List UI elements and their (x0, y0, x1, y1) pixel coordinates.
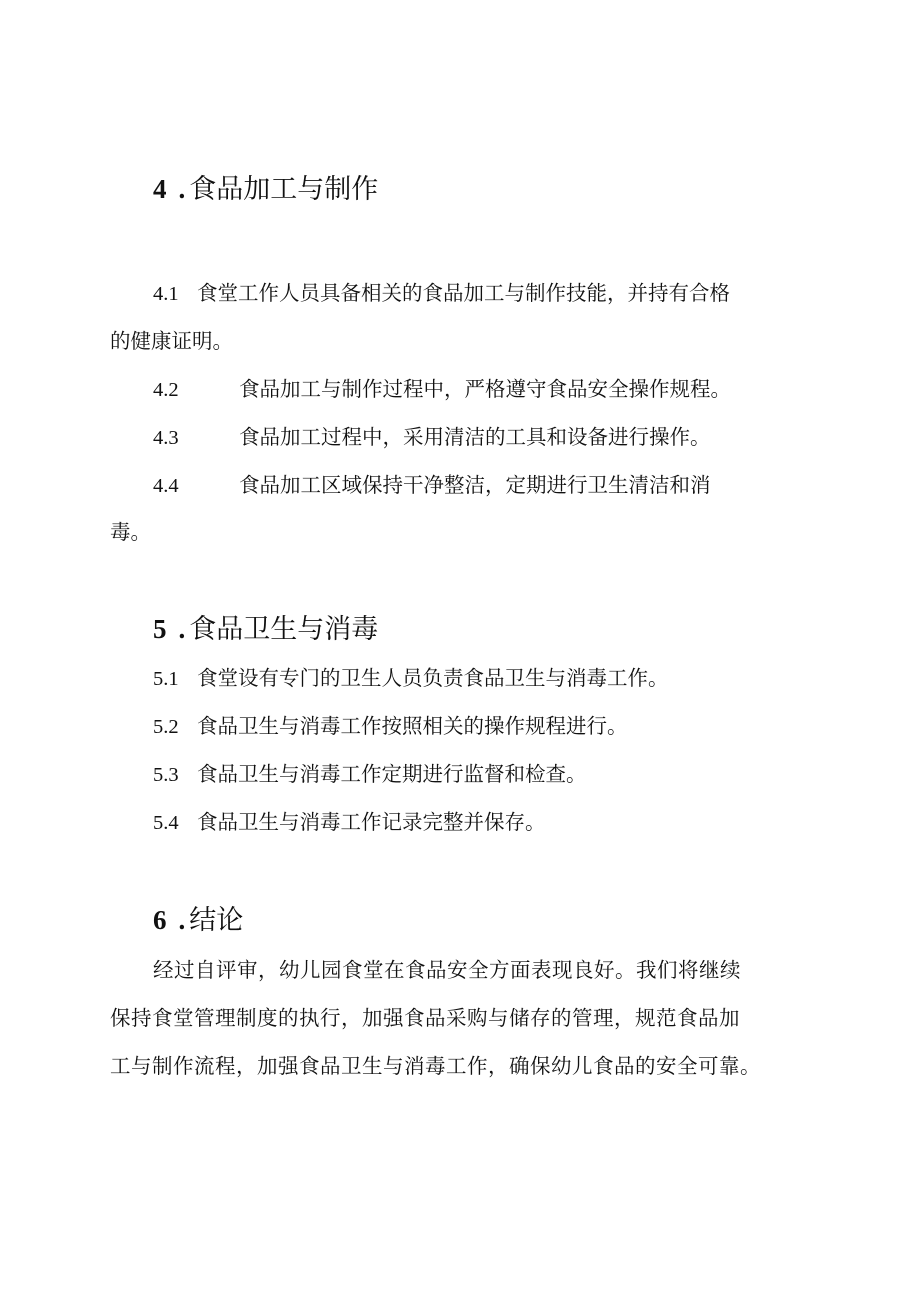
item-text: 食品加工过程中，采用清洁的工具和设备进行操作。 (239, 425, 711, 449)
item-text: 食品卫生与消毒工作记录完整并保存。 (197, 810, 546, 834)
section-5-title: 食品卫生与消毒 (189, 614, 379, 645)
item-text: 食堂设有专门的卫生人员负责食品卫生与消毒工作。 (197, 666, 669, 690)
item-5-3 (153, 764, 587, 786)
item-4-3 (153, 427, 711, 449)
section-4-heading: 4 . 食品加工与制作 (153, 174, 379, 205)
item-4-2 (153, 379, 731, 401)
section-5-heading: 5 . 食品卫生与消毒 (153, 614, 379, 645)
section-4-title: 食品加工与制作 (189, 174, 379, 205)
item-number: 5.4 (153, 812, 179, 834)
item-text: 食品加工与制作过程中，严格遵守食品安全操作规程。 (239, 377, 731, 401)
item-number: 4.3 (153, 427, 179, 449)
item-text: 食品卫生与消毒工作定期进行监督和检查。 (197, 762, 587, 786)
item-4-4-continuation: 毒。 (110, 520, 151, 544)
item-number: 5.2 (153, 716, 179, 738)
item-number: 5.3 (153, 764, 179, 786)
item-number: 4.4 (153, 475, 179, 497)
section-6-heading: 6 . 结论 (153, 905, 244, 936)
item-5-1 (153, 668, 669, 690)
item-number: 4.1 (153, 283, 179, 305)
conclusion-line-2: 保持食堂管理制度的执行，加强食品采购与储存的管理，规范食品加 (110, 1006, 740, 1030)
section-6-title: 结论 (189, 905, 244, 936)
section-6-number: 6 (153, 905, 167, 935)
item-4-4 (153, 475, 711, 497)
item-number: 5.1 (153, 668, 179, 690)
section-4-number: 4 (153, 174, 167, 204)
section-5-number: 5 (153, 614, 167, 644)
item-5-2 (153, 716, 628, 738)
conclusion-line-3: 工与制作流程，加强食品卫生与消毒工作，确保幼儿食品的安全可靠。 (110, 1054, 761, 1078)
item-number: 4.2 (153, 379, 179, 401)
item-text: 食品加工区域保持干净整洁，定期进行卫生清洁和消 (239, 473, 711, 497)
item-4-1-continuation: 的健康证明。 (110, 329, 233, 353)
item-5-4 (153, 812, 546, 834)
item-text: 食堂工作人员具备相关的食品加工与制作技能，并持有合格 (197, 281, 730, 305)
item-4-1 (153, 283, 730, 305)
conclusion-line-1: 经过自评审，幼儿园食堂在食品安全方面表现良好。我们将继续 (153, 958, 741, 982)
item-text: 食品卫生与消毒工作按照相关的操作规程进行。 (197, 714, 628, 738)
